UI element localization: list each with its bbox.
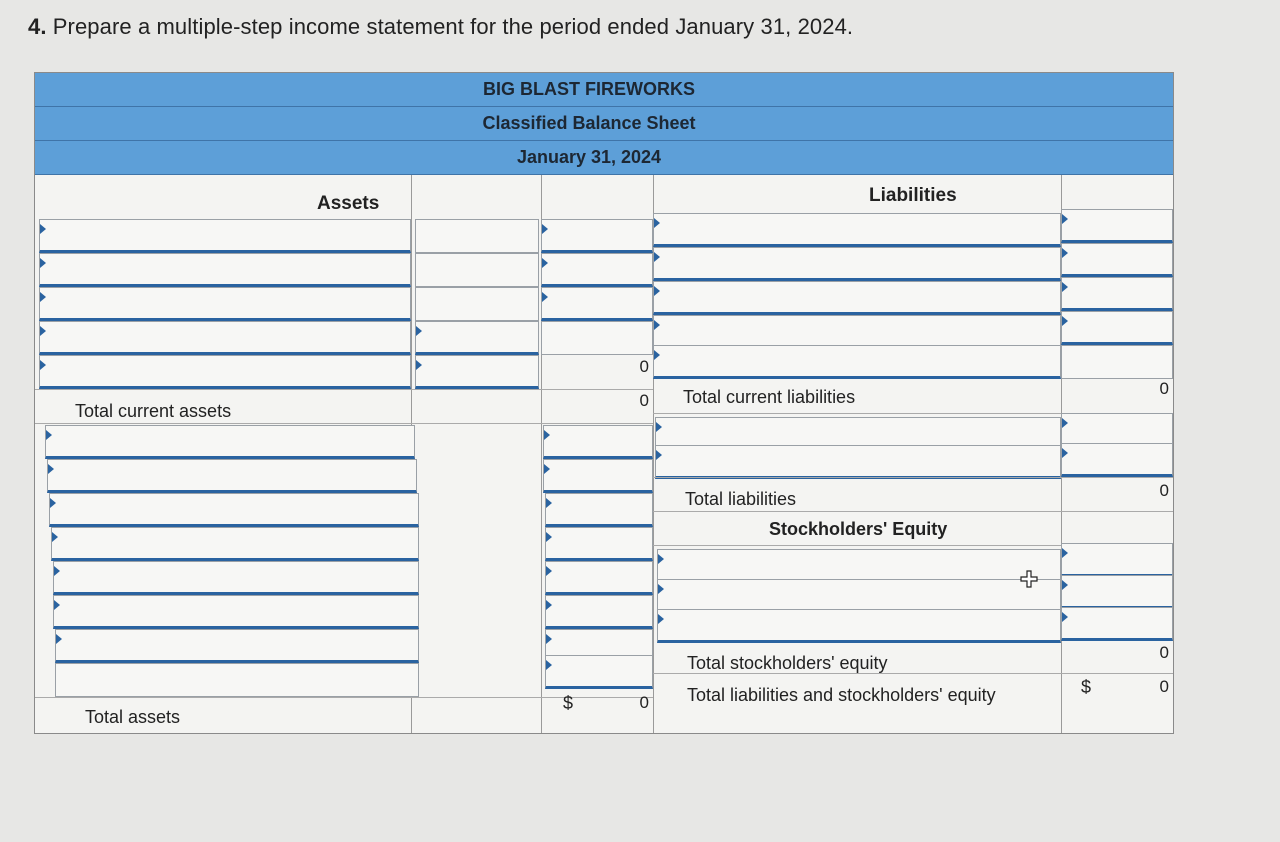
current-asset-name-input[interactable] — [39, 219, 411, 253]
current-liability-amount-input[interactable] — [1061, 345, 1173, 379]
long-term-asset-amount-input[interactable] — [543, 459, 653, 493]
long-term-asset-name-input[interactable] — [51, 527, 419, 561]
divider — [653, 477, 1173, 478]
long-term-liability-amount-input[interactable] — [1061, 443, 1173, 477]
current-asset-name-input[interactable] — [39, 287, 411, 321]
question-number: 4. — [28, 14, 47, 39]
current-asset-name-input[interactable] — [39, 253, 411, 287]
total-current-liabilities-value: 0 — [1159, 379, 1169, 398]
long-term-asset-name-input[interactable] — [47, 459, 417, 493]
current-asset-amount-input[interactable] — [415, 287, 539, 321]
long-term-asset-amount-input[interactable] — [543, 425, 653, 459]
current-asset-total-input[interactable] — [541, 321, 653, 355]
divider — [35, 697, 653, 698]
long-term-asset-amount-input[interactable] — [545, 655, 653, 689]
equity-name-input[interactable] — [657, 549, 1061, 583]
long-term-asset-name-input[interactable] — [53, 561, 419, 595]
equity-name-input[interactable] — [657, 579, 1061, 613]
current-asset-amount-input[interactable] — [415, 219, 539, 253]
current-liability-amount-input[interactable] — [1061, 209, 1173, 243]
long-term-asset-amount-input[interactable] — [545, 493, 653, 527]
statement-title-header: Classified Balance Sheet — [35, 107, 1173, 141]
long-term-liability-name-input[interactable] — [655, 445, 1061, 479]
long-term-asset-amount-input[interactable] — [545, 561, 653, 595]
long-term-asset-name-input[interactable] — [45, 425, 415, 459]
stockholders-equity-heading: Stockholders' Equity — [769, 519, 948, 539]
long-term-asset-amount-input[interactable] — [545, 595, 653, 629]
current-asset-name-input[interactable] — [39, 321, 411, 355]
total-liabilities-value: 0 — [1159, 481, 1169, 500]
current-liability-name-input[interactable] — [653, 345, 1061, 379]
divider — [653, 673, 1173, 674]
question-text — [28, 14, 853, 40]
total-assets-value: 0 — [639, 693, 649, 712]
total-liabilities-label: Total liabilities — [685, 489, 797, 509]
current-assets-subtotal-value: 0 — [639, 357, 649, 376]
long-term-liability-amount-input[interactable] — [1061, 413, 1173, 447]
total-liabilities-equity-label: Total liabilities and stockholders' equity — [687, 685, 996, 705]
total-current-liabilities-label: Total current liabilities — [683, 387, 856, 407]
total-assets-label: Total assets — [85, 707, 181, 727]
equity-amount-input[interactable] — [1061, 607, 1173, 641]
equity-amount-input[interactable] — [1061, 543, 1173, 577]
current-asset-total-input[interactable] — [541, 219, 653, 253]
total-current-assets-value: 0 — [639, 391, 649, 410]
long-term-asset-name-input[interactable] — [49, 493, 419, 527]
current-liability-name-input[interactable] — [653, 213, 1061, 247]
current-asset-name-input[interactable] — [39, 355, 411, 389]
current-asset-amount-input[interactable] — [415, 355, 539, 389]
long-term-asset-amount-input[interactable] — [545, 527, 653, 561]
question-body: Prepare a multiple-step income statement for the period ended January 31, 2024. — [46, 14, 854, 39]
divider — [35, 423, 653, 424]
current-asset-amount-input[interactable] — [415, 321, 539, 355]
total-liabilities-equity-value: 0 — [1159, 677, 1169, 696]
current-liability-amount-input[interactable] — [1061, 277, 1173, 311]
long-term-asset-name-input[interactable] — [53, 595, 419, 629]
equity-name-input[interactable] — [657, 609, 1061, 643]
current-liability-amount-input[interactable] — [1061, 311, 1173, 345]
current-asset-total-input[interactable] — [541, 253, 653, 287]
current-asset-amount-input[interactable] — [415, 253, 539, 287]
long-term-asset-name-input[interactable] — [55, 629, 419, 663]
assets-heading: Assets — [317, 193, 380, 214]
total-stockholders-equity-value: 0 — [1159, 643, 1169, 662]
total-liabilities-equity-currency: $ — [1081, 677, 1092, 697]
divider — [35, 389, 653, 390]
current-liability-name-input[interactable] — [653, 247, 1061, 281]
total-stockholders-equity-label: Total stockholders' equity — [687, 653, 888, 673]
statement-date-header: January 31, 2024 — [35, 141, 1173, 175]
balance-sheet — [34, 72, 1174, 734]
current-liability-amount-input[interactable] — [1061, 243, 1173, 277]
equity-amount-input[interactable] — [1061, 575, 1173, 609]
long-term-asset-name-input[interactable] — [55, 663, 419, 697]
liabilities-heading: Liabilities — [869, 185, 957, 206]
total-assets-currency: $ — [563, 693, 574, 713]
current-liability-name-input[interactable] — [653, 281, 1061, 315]
current-liability-name-input[interactable] — [653, 315, 1061, 349]
divider — [653, 511, 1173, 512]
total-current-assets-label: Total current assets — [75, 401, 232, 421]
current-asset-total-input[interactable] — [541, 287, 653, 321]
company-name-header: BIG BLAST FIREWORKS — [35, 73, 1173, 107]
cursor-move-icon — [1020, 570, 1038, 588]
